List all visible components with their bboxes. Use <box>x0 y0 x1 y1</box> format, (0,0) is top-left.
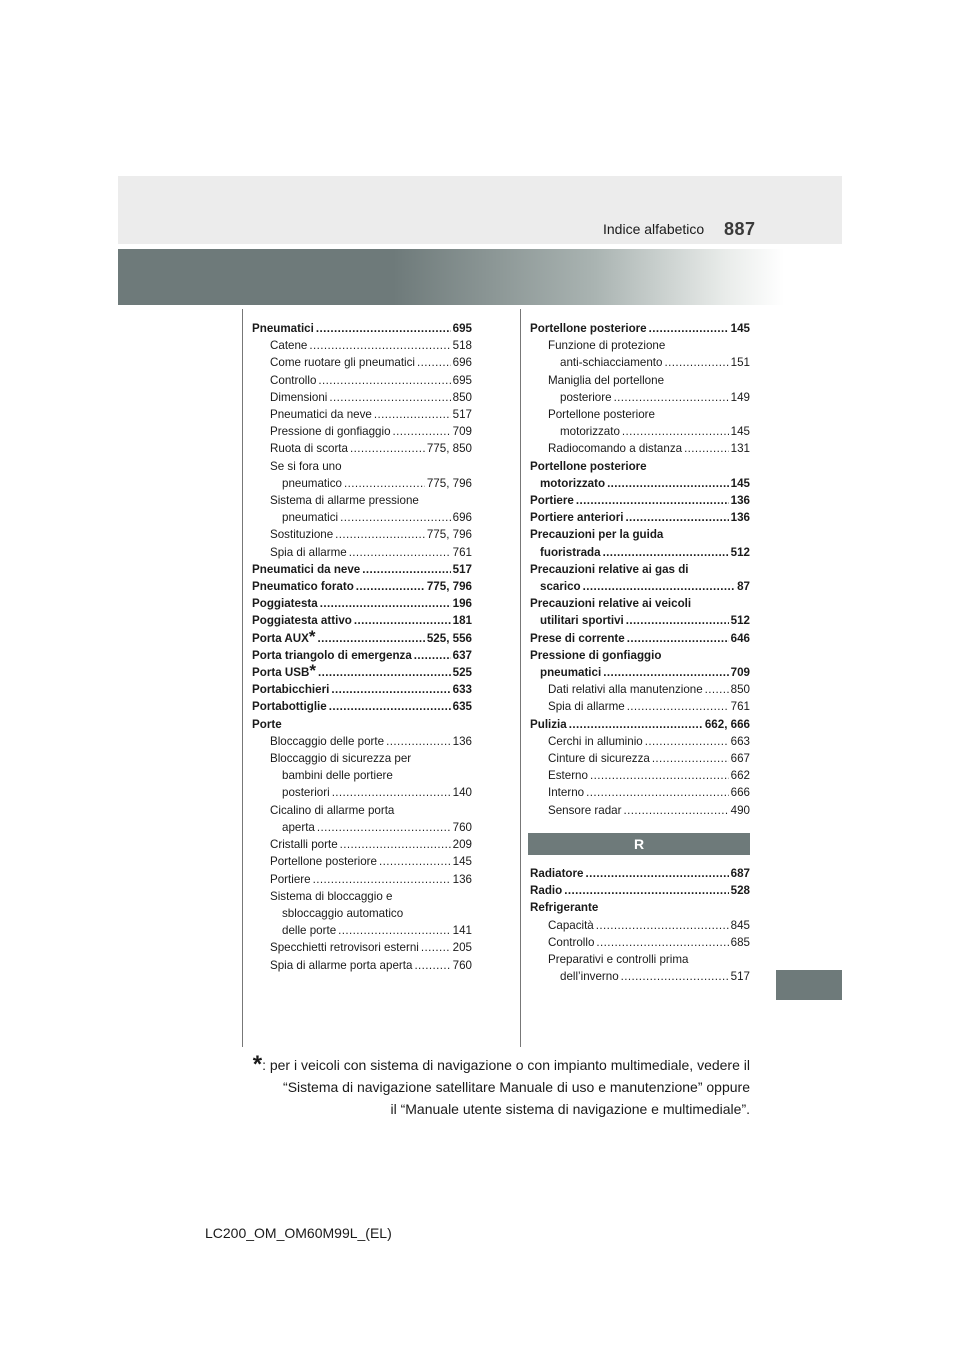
index-entry-label: Come ruotare gli pneumatici <box>270 356 415 370</box>
dot-leader <box>576 492 729 509</box>
dot-leader <box>320 595 451 612</box>
index-entry-label: Portabicchieri <box>252 683 330 697</box>
index-entry-label: Interno <box>548 786 585 800</box>
index-entry <box>252 561 472 578</box>
index-entry-page: 761 <box>452 545 472 559</box>
index-entry-page: 136 <box>730 494 750 508</box>
index-entry-label: Spia di allarme <box>270 545 347 559</box>
index-entry-page: 196 <box>452 597 472 611</box>
dot-leader <box>356 578 425 595</box>
index-entry-page: 512 <box>730 614 750 628</box>
index-entry-page: 646 <box>730 631 750 645</box>
index-entry-label: Portellone posteriore <box>270 855 377 869</box>
dot-leader <box>318 630 425 647</box>
index-entry-page: 512 <box>730 545 750 559</box>
index-entry-label: Pneumatici <box>252 322 314 335</box>
index-entry-heading <box>530 647 750 664</box>
index-column-left <box>252 320 472 974</box>
index-entry <box>252 526 472 543</box>
index-entry-label: utilitari sportivi <box>540 614 624 628</box>
dot-leader <box>569 716 703 733</box>
index-entry <box>530 865 750 882</box>
index-entry-page: 687 <box>730 866 750 880</box>
dot-leader <box>362 561 450 578</box>
dot-leader <box>414 957 450 974</box>
index-entry-label: pneumatici <box>282 511 339 525</box>
index-entry-label: Portellone posteriore <box>530 459 647 473</box>
dot-leader <box>603 664 728 681</box>
index-entry-label: posteriori <box>282 786 330 800</box>
dot-leader <box>664 354 728 371</box>
index-entry-label: delle porte <box>282 924 337 938</box>
index-entry-label: Refrigerante <box>530 901 599 915</box>
dot-leader <box>622 423 729 440</box>
index-entry-page: 141 <box>452 924 472 938</box>
dot-leader <box>585 865 728 882</box>
index-entry-page: 149 <box>730 390 750 404</box>
dot-leader <box>313 871 451 888</box>
index-entry <box>530 509 750 526</box>
footnote-marker: * <box>309 661 316 681</box>
dot-leader <box>386 733 451 750</box>
index-entry-page: 695 <box>452 322 472 335</box>
index-entry-page: 528 <box>730 884 750 898</box>
index-entry-label: Sistema di bloccaggio e <box>270 889 393 903</box>
index-entry-label: Portabottiglie <box>252 700 327 714</box>
index-entry <box>530 578 750 595</box>
header-title: Indice alfabetico <box>603 221 705 237</box>
dot-leader <box>379 853 451 870</box>
index-entry-page: 525 <box>452 666 472 680</box>
dot-leader <box>338 922 451 939</box>
dot-leader <box>645 733 729 750</box>
dot-leader <box>414 647 451 664</box>
dot-leader <box>340 836 451 853</box>
index-entry-page: 666 <box>730 786 750 800</box>
index-entry-page: 685 <box>730 935 750 949</box>
index-entry-label: Radio <box>530 884 563 898</box>
index-entry <box>530 767 750 784</box>
index-entry-page: 637 <box>452 648 472 662</box>
index-entry-page: 131 <box>730 442 750 456</box>
index-entry-page: 517 <box>452 408 472 422</box>
index-entry <box>252 612 472 629</box>
index-entry-label: Porta USB <box>252 666 310 680</box>
index-entry-page: 181 <box>452 614 472 628</box>
index-entry-label: Precauzioni relative ai veicoli <box>530 597 692 611</box>
dot-leader <box>564 882 728 899</box>
index-entry-label: fuoristrada <box>540 545 601 559</box>
index-entry <box>252 957 472 974</box>
index-entry-page: 850 <box>730 683 750 697</box>
dot-leader <box>350 440 425 457</box>
index-entry <box>252 939 472 956</box>
index-entry-label: Spia di allarme <box>548 700 625 714</box>
index-entry-page: 525, 556 <box>426 631 472 645</box>
index-entry-label: Se si fora uno <box>270 459 342 473</box>
index-entry-label: Portellone posteriore <box>548 408 655 422</box>
index-entry-page: 151 <box>730 356 750 370</box>
index-entry-heading <box>252 767 472 784</box>
section-header-r: R <box>528 833 750 855</box>
index-entry <box>530 664 750 681</box>
index-entry-page: 695 <box>452 373 472 387</box>
index-entry-page: 136 <box>452 872 472 886</box>
index-entry-label: Poggiatesta attivo <box>252 614 352 628</box>
index-entry-label: Portiere <box>270 872 311 886</box>
index-entry-label: pneumatico <box>282 476 342 490</box>
index-entry-page: 87 <box>737 580 750 594</box>
index-entry <box>252 819 472 836</box>
dot-leader <box>354 612 451 629</box>
index-entry-page: 517 <box>452 562 472 576</box>
dot-leader <box>652 750 729 767</box>
index-entry-label: Esterno <box>548 769 588 783</box>
dot-leader <box>332 784 451 801</box>
index-entry-heading <box>530 458 750 475</box>
index-entry-page: 209 <box>452 838 472 852</box>
dot-leader <box>316 320 451 337</box>
footnote-star: * <box>252 1051 263 1078</box>
index-entry-label: sbloccaggio automatico <box>282 906 404 920</box>
index-entry-page: 709 <box>730 666 750 680</box>
index-entry <box>252 337 472 354</box>
index-entry-page: 667 <box>730 752 750 766</box>
index-entry <box>530 630 750 647</box>
index-entry <box>530 423 750 440</box>
index-entry <box>252 595 472 612</box>
index-entry-heading <box>252 492 472 509</box>
index-entry-label: Portellone posteriore <box>530 322 647 335</box>
index-entry-page: 845 <box>730 918 750 932</box>
index-entry-label: Ruota di scorta <box>270 442 348 456</box>
index-entry <box>252 440 472 457</box>
dot-leader <box>340 509 451 526</box>
index-entry <box>252 509 472 526</box>
index-entry-page: 663 <box>730 734 750 748</box>
index-entry <box>252 389 472 406</box>
footnote-line: *: per i veicoli con sistema di navigazione o con impianto multimediale, vedere il <box>252 1051 750 1078</box>
column-divider-rule <box>520 309 521 1047</box>
index-entry-heading <box>530 372 750 389</box>
dot-leader <box>329 698 451 715</box>
index-entry-label: Porta AUX <box>252 631 309 645</box>
index-entry-label: Radiocomando a distanza <box>548 442 683 456</box>
index-entry-label: Pneumatici da neve <box>270 408 372 422</box>
dot-leader <box>349 544 451 561</box>
index-entry <box>530 354 750 371</box>
index-entry <box>252 922 472 939</box>
dot-leader <box>626 612 729 629</box>
index-entry-label: Sensore radar <box>548 803 622 817</box>
index-entry-page: 136 <box>452 734 472 748</box>
index-entry <box>252 626 472 647</box>
index-entry <box>530 882 750 899</box>
dot-leader <box>621 968 729 985</box>
dot-leader <box>705 681 729 698</box>
index-entry <box>252 853 472 870</box>
index-entry <box>252 578 472 595</box>
index-entry-heading <box>252 750 472 767</box>
dot-leader <box>344 475 425 492</box>
index-entry-label: Bloccaggio delle porte <box>270 734 385 748</box>
index-entry <box>252 733 472 750</box>
index-entry <box>252 681 472 698</box>
index-entry-label: Pulizia <box>530 717 567 731</box>
index-entry-label: Catene <box>270 339 308 353</box>
dot-leader <box>603 544 729 561</box>
index-entry-page: 760 <box>452 820 472 834</box>
index-entry <box>252 423 472 440</box>
index-entry-heading <box>252 905 472 922</box>
dot-leader <box>318 664 451 681</box>
index-entry <box>252 698 472 715</box>
index-entry-page: 517 <box>730 970 750 984</box>
section-thumb-tab <box>776 970 842 1000</box>
index-entry-label: Dati relativi alla manutenzione <box>548 683 703 697</box>
footnote <box>230 1051 750 1120</box>
header-gradient-band <box>118 249 842 305</box>
index-entry-label: Pneumatici da neve <box>252 562 361 576</box>
index-entry-label: Porte <box>252 717 282 731</box>
index-entry-heading <box>252 888 472 905</box>
dot-leader <box>596 917 729 934</box>
index-column-right <box>530 320 750 985</box>
index-entry <box>530 934 750 951</box>
index-entry <box>252 406 472 423</box>
index-entry <box>252 372 472 389</box>
index-entry-page: 760 <box>452 958 472 972</box>
index-entry <box>530 698 750 715</box>
dot-leader <box>309 337 450 354</box>
dot-leader <box>625 509 728 526</box>
footnote-marker: * <box>308 626 316 646</box>
index-entry <box>530 802 750 819</box>
index-entry-label: pneumatici <box>540 666 602 680</box>
index-entry-label: Sistema di allarme pressione <box>270 494 419 508</box>
index-entry-label: scarico <box>540 580 581 594</box>
index-entry-page: 633 <box>452 683 472 697</box>
index-entry-label: Precauzioni relative ai gas di <box>530 562 689 576</box>
index-entry-label: Pneumatico forato <box>252 580 354 594</box>
index-entry-page: 662, 666 <box>704 717 750 731</box>
dot-leader <box>318 372 450 389</box>
index-entry-page: 662 <box>730 769 750 783</box>
index-entry-label: Cerchi in alluminio <box>548 734 643 748</box>
index-entry-label: Poggiatesta <box>252 597 318 611</box>
index-entry <box>530 544 750 561</box>
index-entry-label: motorizzato <box>560 425 620 439</box>
dot-leader <box>586 784 729 801</box>
index-entry-label: Specchietti retrovisori esterni <box>270 941 419 955</box>
index-entry-heading <box>530 899 750 916</box>
index-entry-label: Maniglia del portellone <box>548 373 665 387</box>
index-entry-label: Cicalino di allarme porta <box>270 803 395 817</box>
index-entry-heading <box>530 526 750 543</box>
dot-leader <box>335 526 425 543</box>
dot-leader <box>627 698 729 715</box>
dot-leader <box>421 939 451 956</box>
index-entry-page: 145 <box>730 322 750 335</box>
index-entry-label: Controllo <box>548 935 595 949</box>
index-entry-label: Precauzioni per la guida <box>530 528 664 542</box>
index-entry <box>530 681 750 698</box>
index-entry <box>252 475 472 492</box>
dot-leader <box>623 802 728 819</box>
index-entry-page: 635 <box>452 700 472 714</box>
index-entry-label: dell’inverno <box>560 970 619 984</box>
index-entry-page: 775, 796 <box>426 528 472 542</box>
index-entry-heading <box>530 561 750 578</box>
index-entry-label: Porta triangolo di emergenza <box>252 648 412 662</box>
index-entry-heading <box>530 595 750 612</box>
index-entry <box>530 475 750 492</box>
index-entry <box>530 733 750 750</box>
index-entry-label: Radiatore <box>530 866 584 880</box>
index-entry-label: Cinture di sicurezza <box>548 752 650 766</box>
dot-leader <box>583 578 735 595</box>
footnote-line: il “Manuale utente sistema di navigazione e multimediale”. <box>390 1101 750 1117</box>
index-entry-label: Portiere anteriori <box>530 511 624 525</box>
index-entry <box>530 492 750 509</box>
dot-leader <box>614 389 729 406</box>
index-entry-heading <box>530 337 750 354</box>
index-entry <box>530 917 750 934</box>
index-entry <box>530 968 750 985</box>
index-entry-label: bambini delle portiere <box>282 769 393 783</box>
index-entry-label: Dimensioni <box>270 390 328 404</box>
index-entry-label: Pressione di gonfiaggio <box>530 648 662 662</box>
dot-leader <box>374 406 451 423</box>
index-entry <box>252 784 472 801</box>
index-entry-page: 761 <box>730 700 750 714</box>
footnote-line: “Sistema di navigazione satellitare Manuale di uso e manutenzione” oppure <box>283 1079 750 1095</box>
index-entry-label: Controllo <box>270 373 317 387</box>
index-entry-label: anti-schiacciamento <box>560 356 663 370</box>
index-entry <box>530 784 750 801</box>
index-entry-label: Funzione di protezione <box>548 339 666 353</box>
page-number: 887 <box>724 219 756 239</box>
dot-leader <box>590 767 729 784</box>
index-entry-page: 775, 796 <box>426 580 472 594</box>
dot-leader <box>393 423 451 440</box>
index-entry-page: 136 <box>730 511 750 525</box>
document-code: LC200_OM_OM60M99L_(EL) <box>205 1225 392 1241</box>
index-entry-page: 696 <box>452 511 472 525</box>
index-entry-page: 145 <box>452 855 472 869</box>
index-entry <box>530 612 750 629</box>
index-entry-page: 145 <box>730 425 750 439</box>
index-entry-label: posteriore <box>560 390 612 404</box>
index-entry-heading <box>530 951 750 968</box>
index-entry <box>530 440 750 457</box>
index-entry-page: 518 <box>452 339 472 353</box>
index-entry <box>530 750 750 767</box>
index-entry-page: 205 <box>452 941 472 955</box>
index-entry <box>530 716 750 733</box>
dot-leader <box>417 354 451 371</box>
dot-leader <box>331 681 450 698</box>
index-entry-label: aperta <box>282 820 315 834</box>
dot-leader <box>317 819 451 836</box>
index-entry-label: Bloccaggio di sicurezza per <box>270 752 412 766</box>
left-margin-rule <box>242 309 243 1047</box>
index-entry-label: Cristalli porte <box>270 838 338 852</box>
dot-leader <box>627 630 729 647</box>
index-entry-page: 490 <box>730 803 750 817</box>
index-entry-heading <box>252 716 472 733</box>
index-entry-page: 696 <box>452 356 472 370</box>
index-entry-page: 775, 850 <box>426 442 472 456</box>
index-entry-heading <box>252 458 472 475</box>
index-entry <box>252 354 472 371</box>
dot-leader <box>607 475 729 492</box>
index-entry-page: 145 <box>730 476 750 490</box>
index-entry-page: 850 <box>452 390 472 404</box>
index-entry-heading <box>252 802 472 819</box>
index-entry <box>530 320 750 337</box>
dot-leader <box>596 934 728 951</box>
index-entry-label: Pressione di gonfiaggio <box>270 425 391 439</box>
dot-leader <box>649 320 729 337</box>
index-entry <box>252 871 472 888</box>
index-entry-label: motorizzato <box>540 476 606 490</box>
index-entry-heading <box>530 406 750 423</box>
index-entry-label: Spia di allarme porta aperta <box>270 958 413 972</box>
index-entry-label: Capacità <box>548 918 594 932</box>
index-entry <box>252 647 472 664</box>
dot-leader <box>329 389 450 406</box>
dot-leader <box>684 440 729 457</box>
index-entry-page: 775, 796 <box>426 476 472 490</box>
index-entry <box>252 661 472 681</box>
index-entry <box>530 389 750 406</box>
index-entry-page: 709 <box>452 425 472 439</box>
index-entry-page: 140 <box>452 786 472 800</box>
index-entry-label: Sostituzione <box>270 528 334 542</box>
index-entry <box>252 836 472 853</box>
index-entry <box>252 544 472 561</box>
index-entry-label: Prese di corrente <box>530 631 625 645</box>
index-entry-label: Portiere <box>530 494 574 508</box>
index-entry-label: Preparativi e controlli prima <box>548 952 689 966</box>
index-entry <box>252 320 472 337</box>
